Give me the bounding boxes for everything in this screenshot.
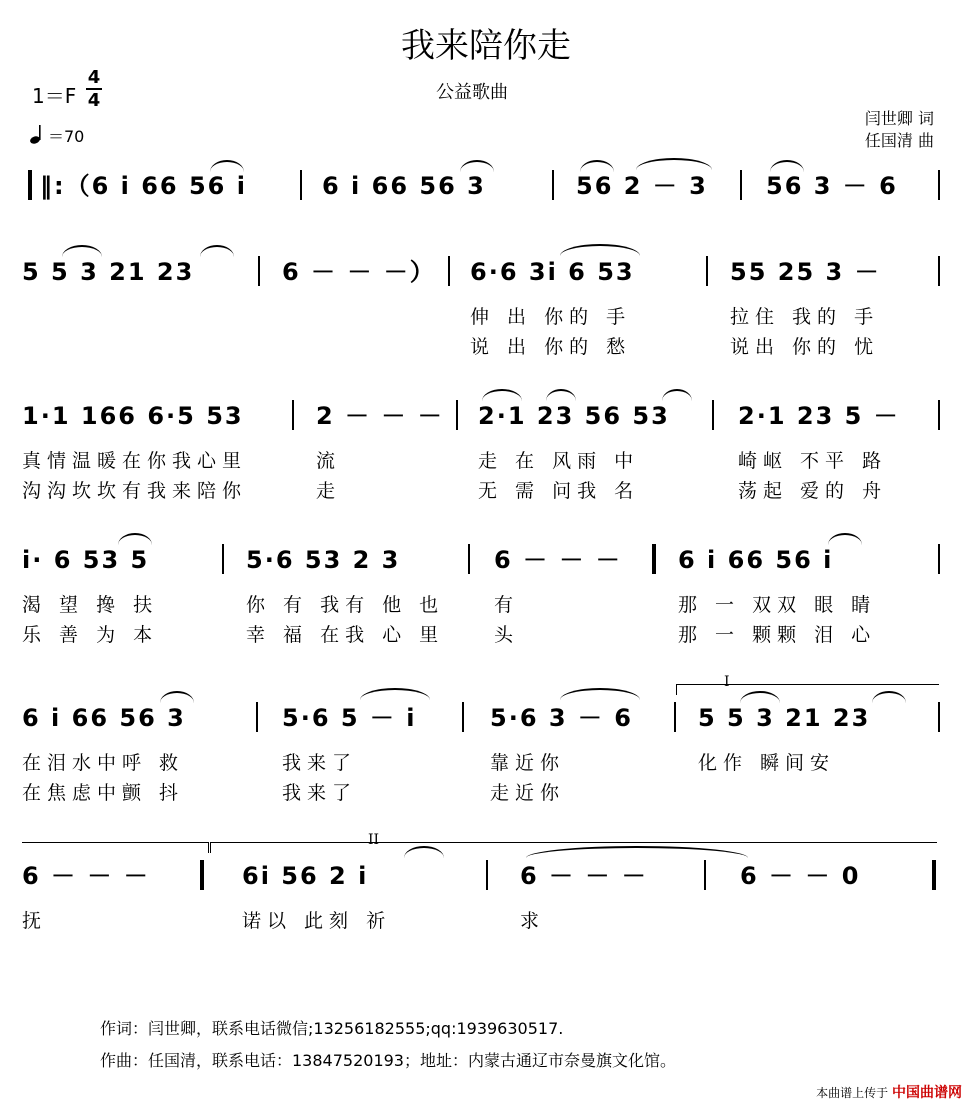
measure: 6 － － 0 <box>740 862 861 890</box>
lyric: 渴 望 搀 扶 <box>22 594 159 616</box>
measure: 55 25 3 － <box>730 258 881 286</box>
lyric: 在焦虑中颤 抖 <box>22 782 185 804</box>
measure: 5 5 3 21 23 <box>22 258 195 286</box>
lyric: 无 需 问我 名 <box>478 480 640 502</box>
lyric: 伸 出 你的 手 <box>470 306 632 328</box>
measure: 6 i 66 56 3 <box>322 172 486 200</box>
measure: 6 i 66 56 3 <box>22 704 186 732</box>
measure: 5·6 3 － 6 <box>490 704 633 732</box>
score-row-4 <box>0 540 972 580</box>
lyric: 说 出 你的 愁 <box>470 336 632 358</box>
lyric: 你 有 我有 他 也 <box>246 594 445 616</box>
measure: 6 － － － <box>520 862 648 890</box>
measure: 2·1 23 5 － <box>738 402 900 430</box>
lyric: 我来了 <box>282 752 358 774</box>
quarter-note-icon <box>30 124 42 144</box>
measure: 5·6 53 2 3 <box>246 546 401 574</box>
song-genre: 公益歌曲 <box>436 82 508 103</box>
lyric: 崎岖 不平 路 <box>738 450 888 472</box>
measure: 6 － － － <box>22 862 150 890</box>
lyric: 走 在 风雨 中 <box>478 450 640 472</box>
composer-contact: 作曲：任国清，联系电话：13847520193；地址：内蒙古通辽市奈曼旗文化馆。 <box>100 1051 676 1070</box>
lyric: 说出 你的 忧 <box>730 336 880 358</box>
measure: 1·1 166 6·5 53 <box>22 402 244 430</box>
lyric: 沟沟坎坎有我来陪你 <box>22 480 248 502</box>
measure: 6 i 66 56 i <box>678 546 834 574</box>
site-watermark: 本曲谱上传于 中国曲谱网 <box>816 1085 962 1101</box>
volta-label: II <box>368 832 380 848</box>
measure: 2 － － － <box>316 402 444 430</box>
time-signature: 4 4 <box>87 67 101 111</box>
site-logo: 中国曲谱网 <box>892 1085 962 1101</box>
key-signature: 1＝F <box>32 84 77 108</box>
lyric: 幸 福 在我 心 里 <box>246 624 445 646</box>
lyric: 真情温暖在你我心里 <box>22 450 248 472</box>
measure: 2·1 23 56 53 <box>478 402 670 430</box>
lyric: 走 <box>316 480 342 502</box>
song-title: 我来陪你走 <box>401 26 571 66</box>
lyric: 那 一 双双 眼 睛 <box>678 594 877 616</box>
lyricist-credit: 闫世卿 词 <box>864 109 934 128</box>
measure: 5 5 3 21 23 <box>698 704 871 732</box>
measure: 6 － － － <box>494 546 622 574</box>
lyricist-contact: 作词：闫世卿，联系电话微信;13256182555;qq:1939630517. <box>100 1019 564 1038</box>
lyric: 化作 瞬间安 <box>698 752 836 774</box>
volta-label: I <box>724 674 730 690</box>
measure: 6i 56 2 i <box>242 862 369 890</box>
lyric: 诺以 此刻 祈 <box>242 910 392 932</box>
lyric: 那 一 颗颗 泪 心 <box>678 624 877 646</box>
lyric: 头 <box>494 624 520 646</box>
lyric: 荡起 爱的 舟 <box>738 480 888 502</box>
lyric: 靠近你 <box>490 752 566 774</box>
tempo-marking: ＝70 <box>48 127 85 146</box>
composer-credit: 任国清 曲 <box>864 131 934 150</box>
measure: 6 － － －） <box>282 258 436 286</box>
score-row-6 <box>0 856 972 896</box>
score-row-1 <box>0 166 972 206</box>
lyric: 我来了 <box>282 782 358 804</box>
lyric: 拉住 我的 手 <box>730 306 880 328</box>
measure: 56 2 － 3 <box>576 172 708 200</box>
lyric: 乐 善 为 本 <box>22 624 159 646</box>
lyric: 抚 <box>22 910 48 932</box>
measure: 56 3 － 6 <box>766 172 898 200</box>
score-row-3 <box>0 396 972 436</box>
lyric: 流 <box>316 450 342 472</box>
measure: ‖:（6 i 66 56 i <box>40 172 247 200</box>
measure: 5·6 5 － i <box>282 704 417 732</box>
measure: i· 6 53 5 <box>22 546 150 574</box>
lyric: 走近你 <box>490 782 566 804</box>
lyric: 有 <box>494 594 520 616</box>
lyric: 求 <box>520 910 546 932</box>
lyric: 在泪水中呼 救 <box>22 752 185 774</box>
score-row-5 <box>0 698 972 738</box>
score-row-2 <box>0 252 972 292</box>
measure: 6·6 3i 6 53 <box>470 258 635 286</box>
